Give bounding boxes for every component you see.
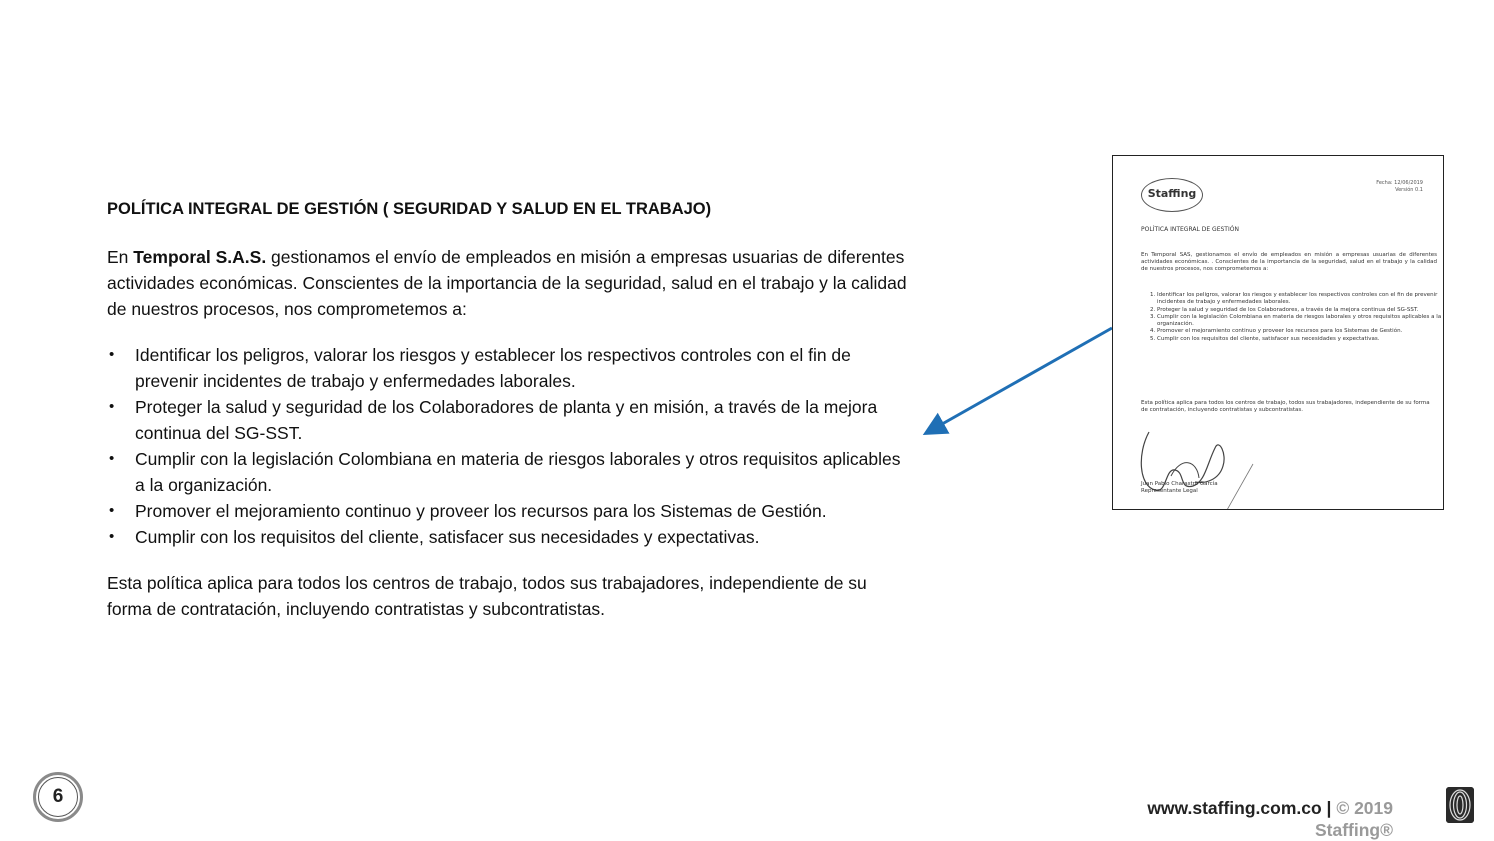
footer-brand: Staffing® (1314, 820, 1393, 840)
policy-closing: Esta política aplica para todos los centros de trabajo, todos sus trabajadores, independiente de su forma de contratación, incluyendo contratistas y subcontratistas. (107, 573, 867, 619)
staffing-mark-icon (1446, 787, 1474, 823)
list-item: • Identificar los peligros, valorar los riesgos y establecer los respectivos controles con el fin de prevenir incidentes de trabajo y enfermedades laborales. (107, 342, 907, 394)
document-list-item: 2. Proteger la salud y seguridad de los Colaboradores, a través de la mejora continua del SG-SST. (1157, 307, 1444, 314)
signer-name: Juan Pablo Charastro García (1141, 481, 1218, 487)
document-list-item: 1. Identificar los peligros, valorar los riesgos y establecer los respectivos controles con el fin de prevenir incidentes de trabajo y enfermedades laborales. (1157, 292, 1444, 307)
list-item: • Cumplir con los requisitos del cliente, satisfacer sus necesidades y expectativas. (107, 524, 907, 550)
signer-role: Representante Legal (1141, 488, 1198, 494)
document-list-item: 4. Promover el mejoramiento continuo y proveer los recursos para los Sistemas de Gestión. (1157, 328, 1444, 335)
document-intro: En Temporal SAS, gestionamos el envío de empleados en misión a empresas usuarias de diferentes actividades económicas. . Conscientes de la importancia de la seguridad, salud en el trabajo y la calidad de nuestros procesos, nos comprometemos a: (1141, 252, 1437, 272)
footer-separator: | (1321, 798, 1337, 818)
policy-title: POLÍTICA INTEGRAL DE GESTIÓN ( SEGURIDAD Y SALUD EN EL TRABAJO) (107, 200, 712, 218)
document-list-item: 5. Cumplir con los requisitos del cliente, satisfacer sus necesidades y expectativas. (1157, 336, 1444, 343)
footer-url: www.staffing.com.co (1147, 798, 1322, 818)
intro-rest: gestionamos el envío de empleados en misión a empresas usuarias de diferentes actividades económicas. Conscientes de la importancia de la seguridad, salud en el trabajo y la calidad de nuestros procesos, nos comprometemos a: (107, 247, 907, 319)
footer-copyright: © 2019 (1336, 798, 1393, 818)
document-closing: Esta política aplica para todos los centros de trabajo, todos sus trabajadores, independiente de su forma de contratación, incluyendo contratistas y subcontratistas. (1141, 400, 1430, 413)
arrow-line (928, 328, 1112, 432)
policy-document-image (1112, 155, 1444, 510)
document-list (1141, 292, 1444, 343)
footer (1147, 797, 1393, 841)
staffing-logo: Staffing (1141, 178, 1203, 212)
company-name: Temporal S.A.S. (133, 247, 267, 267)
document-meta (1376, 180, 1423, 194)
intro-prefix: En (107, 247, 134, 267)
signature-icon (1135, 424, 1275, 510)
list-item: • Proteger la salud y seguridad de los Colaboradores de planta y en misión, a través de la mejora continua del SG-SST. (107, 394, 907, 446)
document-title: POLÍTICA INTEGRAL DE GESTIÓN (1141, 226, 1239, 233)
document-signer (1141, 481, 1218, 495)
document-date: Fecha: 12/06/2019 (1376, 180, 1423, 186)
list-item: • Promover el mejoramiento continuo y proveer los recursos para los Sistemas de Gestión. (107, 498, 907, 524)
list-item: • Cumplir con la legislación Colombiana en materia de riesgos laborales y otros requisitos aplicables a la organización. (107, 446, 907, 498)
page-number-badge (33, 772, 83, 822)
document-list-item: 3. Cumplir con la legislación Colombiana en materia de riesgos laborales y otros requisitos aplicables a la organización. (1157, 314, 1444, 329)
page-number: 6 (38, 777, 78, 817)
document-version: Versión 0.1 (1395, 187, 1423, 193)
